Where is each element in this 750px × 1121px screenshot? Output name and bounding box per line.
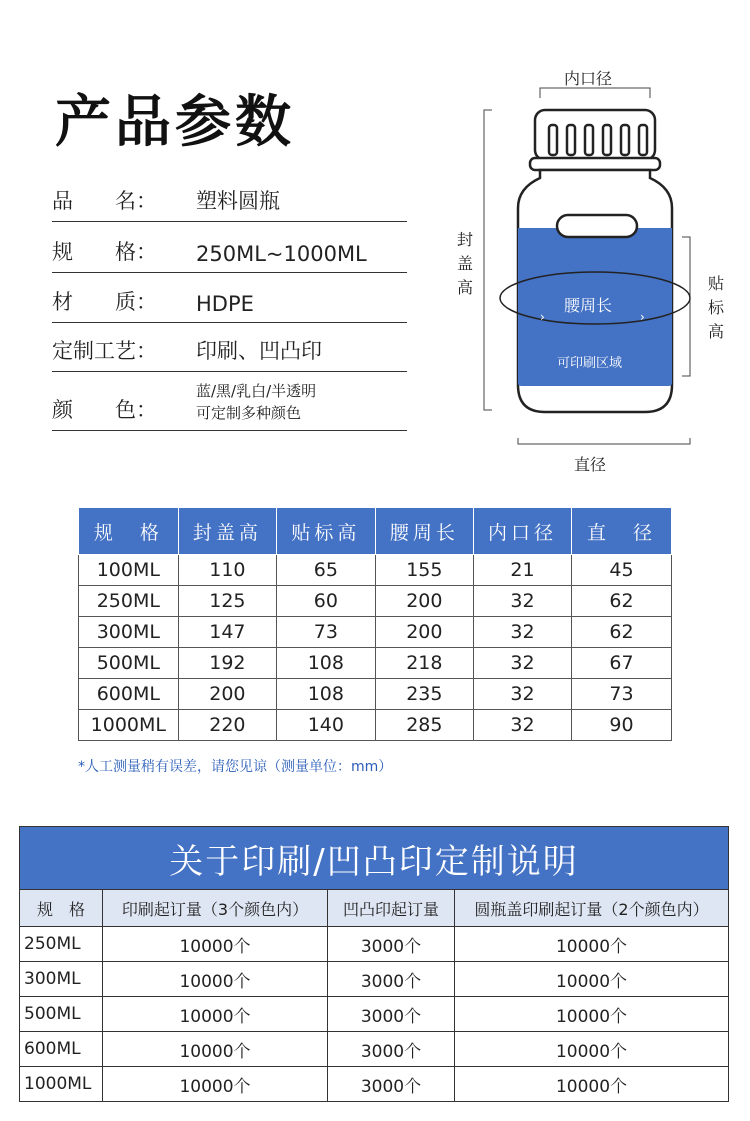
- inner-diameter-label: 内口径: [564, 69, 613, 88]
- table-cell: 10000个: [103, 1067, 328, 1102]
- table-cell: 110: [178, 555, 276, 586]
- column-header: 规 格: [79, 508, 179, 555]
- table-cell: 10000个: [103, 1032, 328, 1067]
- spec-key: 颜 色：: [52, 398, 157, 422]
- spec-key: 材 质：: [52, 290, 157, 314]
- spec-row-process: [52, 334, 407, 372]
- column-header: 凹凸印起订量: [328, 890, 455, 927]
- table-cell: 32: [474, 586, 572, 617]
- table-cell: 60: [277, 586, 375, 617]
- table-cell: 147: [178, 617, 276, 648]
- table-cell: 235: [375, 679, 473, 710]
- table-cell: 10000个: [455, 1067, 729, 1102]
- table-cell: 21: [474, 555, 572, 586]
- table-cell: 67: [571, 648, 671, 679]
- table-cell: 192: [178, 648, 276, 679]
- table-cell: 1000ML: [20, 1067, 103, 1102]
- table-cell: 300ML: [20, 962, 103, 997]
- spec-key: 规 格：: [52, 240, 157, 264]
- spec-row-size: [52, 234, 407, 273]
- print-table-title: 关于印刷/凹凸印定制说明: [20, 827, 729, 890]
- table-cell: 62: [571, 617, 671, 648]
- table-cell: 32: [474, 710, 572, 741]
- table-row: [79, 617, 672, 648]
- table-cell: 10000个: [103, 962, 328, 997]
- table-cell: 62: [571, 586, 671, 617]
- table-cell: 65: [277, 555, 375, 586]
- label-height-char: 高: [708, 322, 725, 341]
- column-header: 腰周长: [375, 508, 473, 555]
- table-cell: 10000个: [103, 927, 328, 962]
- table-cell: 32: [474, 648, 572, 679]
- table-cell: 500ML: [79, 648, 179, 679]
- svg-text:›: ›: [540, 310, 545, 324]
- color-custom: 可定制多种颜色: [196, 404, 302, 422]
- spec-key: 定制工艺：: [52, 339, 157, 363]
- label-height-char: 标: [708, 298, 725, 317]
- table-cell: 32: [474, 679, 572, 710]
- table-cell: 600ML: [20, 1032, 103, 1067]
- table-cell: 300ML: [79, 617, 179, 648]
- table-cell: 140: [277, 710, 375, 741]
- table-cell: 600ML: [79, 679, 179, 710]
- table-cell: 32: [474, 617, 572, 648]
- label-height-label: [708, 272, 724, 344]
- size-table: [78, 507, 672, 741]
- table-row: [79, 710, 672, 741]
- table-cell: 155: [375, 555, 473, 586]
- diameter-label: 直径: [574, 455, 607, 474]
- label-height-char: 贴: [708, 274, 725, 293]
- table-header-row: [20, 890, 729, 927]
- table-cell: 10000个: [455, 1032, 729, 1067]
- cap-height-char: 封: [457, 230, 474, 249]
- table-cell: 3000个: [328, 1067, 455, 1102]
- cap-height-char: 盖: [457, 254, 474, 273]
- spec-row-name: [52, 185, 407, 222]
- column-header: 直 径: [571, 508, 671, 555]
- table-cell: 3000个: [328, 1032, 455, 1067]
- measurement-note: *人工测量稍有误差，请您见谅（测量单位：mm）: [78, 759, 393, 775]
- column-header: 内口径: [474, 508, 572, 555]
- column-header: 贴标高: [277, 508, 375, 555]
- spec-value: 印刷、凹凸印: [196, 339, 322, 363]
- spec-key: 品 名：: [52, 189, 157, 213]
- spec-value: [196, 380, 316, 424]
- table-cell: 3000个: [328, 962, 455, 997]
- table-cell: 3000个: [328, 997, 455, 1032]
- table-row: [79, 586, 672, 617]
- spec-value: 塑料圆瓶: [196, 189, 280, 213]
- table-cell: 200: [375, 586, 473, 617]
- table-row: [20, 1067, 729, 1102]
- spec-value: HDPE: [196, 292, 254, 316]
- table-row: [79, 679, 672, 710]
- spec-value: 250ML~1000ML: [196, 242, 367, 266]
- color-options: 蓝/黑/乳白/半透明: [196, 382, 317, 400]
- table-row: [20, 997, 729, 1032]
- column-header: 规 格: [20, 890, 103, 927]
- print-area-label: 可印刷区域: [557, 356, 623, 371]
- table-cell: 200: [375, 617, 473, 648]
- cap-height-label: [457, 228, 473, 300]
- table-cell: 200: [178, 679, 276, 710]
- column-header: 封盖高: [178, 508, 276, 555]
- table-row: [20, 927, 729, 962]
- waist-label: 腰周长: [564, 296, 613, 315]
- bottle-diagram: [450, 60, 740, 480]
- table-cell: 220: [178, 710, 276, 741]
- print-table-title-row: [20, 827, 729, 890]
- table-cell: 3000个: [328, 927, 455, 962]
- table-header-row: [79, 508, 672, 555]
- table-cell: 218: [375, 648, 473, 679]
- table-cell: 285: [375, 710, 473, 741]
- cap-height-char: 高: [457, 278, 474, 297]
- table-cell: 100ML: [79, 555, 179, 586]
- table-cell: 250ML: [79, 586, 179, 617]
- table-cell: 108: [277, 648, 375, 679]
- table-cell: 10000个: [455, 962, 729, 997]
- spec-row-material: [52, 285, 407, 323]
- table-cell: 10000个: [455, 927, 729, 962]
- spec-row-color: [52, 380, 407, 431]
- table-cell: 500ML: [20, 997, 103, 1032]
- column-header: 印刷起订量（3个颜色内）: [103, 890, 328, 927]
- table-cell: 108: [277, 679, 375, 710]
- table-cell: 90: [571, 710, 671, 741]
- table-row: [79, 648, 672, 679]
- table-cell: 73: [571, 679, 671, 710]
- page-title: 产品参数: [55, 90, 295, 155]
- svg-text:›: ›: [640, 310, 645, 324]
- table-cell: 45: [571, 555, 671, 586]
- table-cell: 73: [277, 617, 375, 648]
- table-cell: 1000ML: [79, 710, 179, 741]
- column-header: 圆瓶盖印刷起订量（2个颜色内）: [455, 890, 729, 927]
- table-row: [20, 1032, 729, 1067]
- table-cell: 10000个: [455, 997, 729, 1032]
- table-row: [79, 555, 672, 586]
- print-table: [19, 826, 729, 1102]
- table-cell: 10000个: [103, 997, 328, 1032]
- table-cell: 125: [178, 586, 276, 617]
- table-row: [20, 962, 729, 997]
- table-cell: 250ML: [20, 927, 103, 962]
